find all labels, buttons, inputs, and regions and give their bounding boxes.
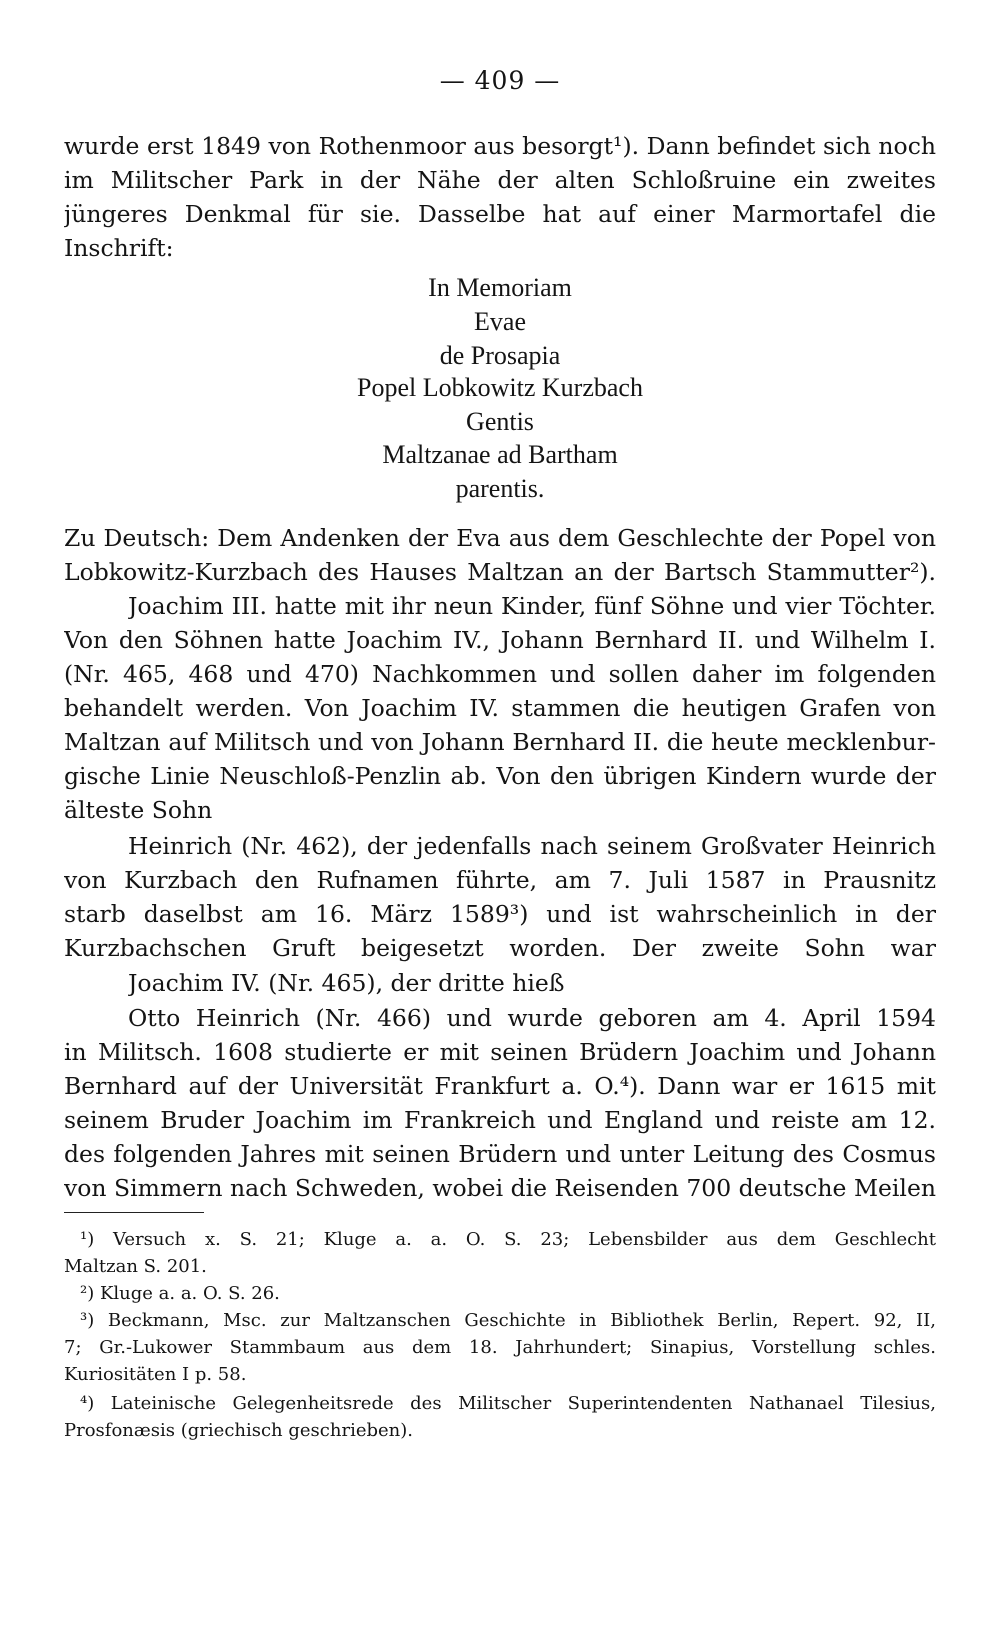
text-line: Kurzbachschen Gruft beigesetzt worden. Der zweite Sohn war [64, 934, 936, 962]
text-line: Lobkowitz-Kurzbach des Hauses Maltzan an der Bartsch Stammutter²). [64, 558, 936, 586]
inscription-line: Popel Lobkowitz Kurzbach [357, 373, 643, 402]
footnote-divider [64, 1212, 204, 1213]
text-line: seinem Bruder Joachim im Frankreich und England und reiste am 12. [64, 1106, 936, 1134]
inscription-line: Evae [474, 307, 526, 336]
inscription-line: Gentis [466, 407, 534, 436]
text-line: des folgenden Jahres mit seinen Brüdern und unter Leitung des Cosmus [64, 1140, 936, 1168]
footnote-line: ¹) Versuch x. S. 21; Kluge a. a. O. S. 23; Lebensbilder aus dem Geschlecht [80, 1229, 936, 1250]
text-line: Inschrift: [64, 234, 174, 262]
text-line: starb daselbst am 16. März 1589³) und ist wahrscheinlich in der [64, 900, 936, 928]
text-line: Joachim III. hatte mit ihr neun Kinder, fünf Söhne und vier Töchter. [128, 592, 936, 620]
text-line: in Militsch. 1608 studierte er mit seinen Brüdern Joachim und Johann [64, 1038, 936, 1066]
footnote-line: ³) Beckmann, Msc. zur Maltzanschen Geschichte in Bibliothek Berlin, Repert. 92, II, [80, 1310, 936, 1331]
text-line: jüngeres Denkmal für sie. Dasselbe hat auf einer Marmortafel die [64, 200, 936, 228]
footnote-line: ²) Kluge a. a. O. S. 26. [80, 1283, 280, 1304]
text-line: Bernhard auf der Universität Frankfurt a. O.⁴). Dann war er 1615 mit [64, 1072, 936, 1100]
text-line: Otto Heinrich (Nr. 466) und wurde geboren am 4. April 1594 [128, 1004, 936, 1032]
footnote-line: Kuriositäten I p. 58. [64, 1364, 247, 1385]
text-line: Zu Deutsch: Dem Andenken der Eva aus dem Geschlechte der Popel von [64, 524, 936, 552]
text-line: Heinrich (Nr. 462), der jedenfalls nach seinem Großvater Heinrich [128, 832, 936, 860]
text-line: behandelt werden. Von Joachim IV. stammen die heutigen Grafen von [64, 694, 936, 722]
text-line: älteste Sohn [64, 796, 213, 824]
text-line: Joachim IV. (Nr. 465), der dritte hieß [128, 969, 565, 997]
inscription-line: parentis. [455, 474, 545, 503]
footnote-line: Maltzan S. 201. [64, 1256, 207, 1277]
text-line: von Kurzbach den Rufnamen führte, am 7. Juli 1587 in Prausnitz [64, 866, 936, 894]
inscription-line: In Memoriam [428, 273, 572, 302]
text-line: im Militscher Park in der Nähe der alten Schloßruine ein zweites [64, 166, 936, 194]
text-line: Von den Söhnen hatte Joachim IV., Johann Bernhard II. und Wilhelm I. [64, 626, 936, 654]
inscription-line: Maltzanae ad Bartham [382, 440, 618, 469]
page-number: — 409 — [439, 66, 561, 95]
inscription-line: de Prosapia [439, 341, 561, 370]
footnote-line: Prosfonæsis (griechisch geschrieben). [64, 1420, 413, 1441]
text-line: wurde erst 1849 von Rothenmoor aus besorgt¹). Dann befindet sich noch [64, 132, 936, 160]
text-line: Maltzan auf Militsch und von Johann Bernhard II. die heute mecklenbur- [64, 728, 936, 756]
text-line: von Simmern nach Schweden, wobei die Reisenden 700 deutsche Meilen [64, 1174, 936, 1202]
footnote-line: 7; Gr.-Lukower Stammbaum aus dem 18. Jahrhundert; Sinapius, Vorstellung schles. [64, 1337, 936, 1358]
footnote-line: ⁴) Lateinische Gelegenheitsrede des Militscher Superintendenten Nathanael Tilesius, [80, 1393, 936, 1414]
text-line: (Nr. 465, 468 und 470) Nachkommen und sollen daher im folgenden [64, 660, 936, 688]
text-line: gische Linie Neuschloß-Penzlin ab. Von den übrigen Kindern wurde der [64, 762, 936, 790]
